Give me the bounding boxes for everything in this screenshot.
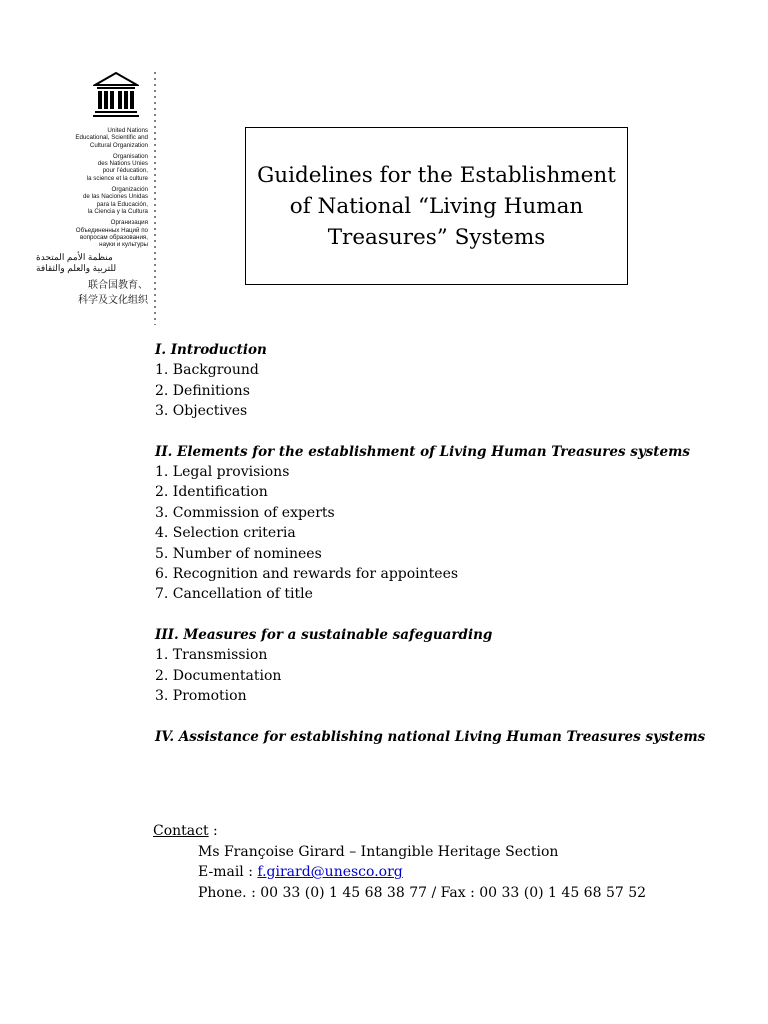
- contact-heading: [153, 821, 713, 842]
- list-item: 1. Background: [155, 362, 259, 379]
- contact-block: [153, 821, 713, 903]
- org-name-en-2: Educational, Scientific and: [75, 134, 148, 142]
- dotted-divider: [154, 70, 156, 325]
- list-item: 3. Commission of experts: [155, 504, 335, 521]
- title-line-3: Treasures” Systems: [327, 224, 546, 250]
- contact-label-suffix: :: [208, 823, 218, 839]
- section-heading: IV. Assistance for establishing national Living Human Treasures systems: [155, 728, 706, 745]
- org-name-ar-1: منظمة الأمم المتحدة: [36, 252, 113, 263]
- org-name-en-1: United Nations: [107, 127, 148, 134]
- contact-email-line: [198, 862, 713, 883]
- organization-names: [36, 127, 148, 312]
- contact-label: Contact: [153, 823, 209, 839]
- org-name-fr-2: des Nations Unies: [97, 160, 148, 168]
- org-name-ru-2: Объединенных Наций по: [75, 226, 148, 234]
- email-link[interactable]: f.girard@unesco.org: [257, 864, 403, 880]
- list-item: 2. Definitions: [155, 382, 250, 399]
- list-item: 7. Cancellation of title: [155, 586, 313, 603]
- list-item: 6. Recognition and rewards for appointees: [155, 566, 459, 583]
- section-introduction: [155, 340, 715, 422]
- title-line-1: Guidelines for the Establishment: [257, 162, 616, 188]
- section-assistance: [155, 727, 715, 747]
- org-name-zh-2: 科学及文化组织: [78, 295, 148, 307]
- contact-phone: Phone. : 00 33 (0) 1 45 68 38 77 / Fax : 00 33 (0) 1 45 68 57 52: [198, 884, 647, 901]
- unesco-logo: [36, 72, 152, 327]
- org-name-en-3: Cultural Organization: [89, 141, 148, 149]
- list-item: 2. Identification: [155, 484, 268, 501]
- org-name-zh-1: 联合国教育、: [88, 280, 148, 292]
- title-box: [245, 127, 628, 285]
- list-item: 4. Selection criteria: [155, 525, 296, 542]
- org-name-ru-4: науки и культуры: [99, 241, 148, 249]
- org-name-ru-1: Организация: [110, 219, 148, 227]
- org-name-ru-3: вопросам образования,: [79, 233, 148, 241]
- unesco-temple-icon: [93, 72, 139, 118]
- section-heading: III. Measures for a sustainable safeguarding: [155, 626, 493, 643]
- org-name-es-3: para la Educación,: [96, 200, 148, 208]
- email-label: E-mail :: [198, 864, 258, 880]
- org-name-es-4: la Ciencia y la Cultura: [87, 207, 148, 215]
- section-elements: [155, 442, 715, 605]
- list-item: 3. Objectives: [155, 403, 248, 420]
- list-item: 1. Transmission: [155, 647, 268, 664]
- section-heading: II. Elements for the establishment of Living Human Treasures systems: [155, 443, 690, 460]
- org-name-ar-2: للتربية والعلم والثقافة: [36, 263, 117, 274]
- org-name-es-2: de las Naciones Unidas: [82, 193, 148, 201]
- list-item: 5. Number of nominees: [155, 545, 322, 562]
- org-name-es-1: Organización: [111, 186, 148, 194]
- table-of-contents: [155, 340, 715, 767]
- list-item: 2. Documentation: [155, 667, 282, 684]
- contact-name: Ms Françoise Girard – Intangible Heritage Section: [198, 843, 559, 860]
- list-item: 3. Promotion: [155, 688, 247, 705]
- org-name-fr-3: pour l’éducation,: [102, 167, 148, 175]
- title-line-2: of National “Living Human: [289, 193, 584, 219]
- org-name-fr-4: la science et la culture: [86, 174, 148, 182]
- section-heading: I. Introduction: [155, 342, 267, 358]
- document-title: [257, 160, 617, 253]
- list-item: 1. Legal provisions: [155, 464, 290, 481]
- org-name-fr-1: Organisation: [112, 152, 148, 160]
- section-measures: [155, 625, 715, 707]
